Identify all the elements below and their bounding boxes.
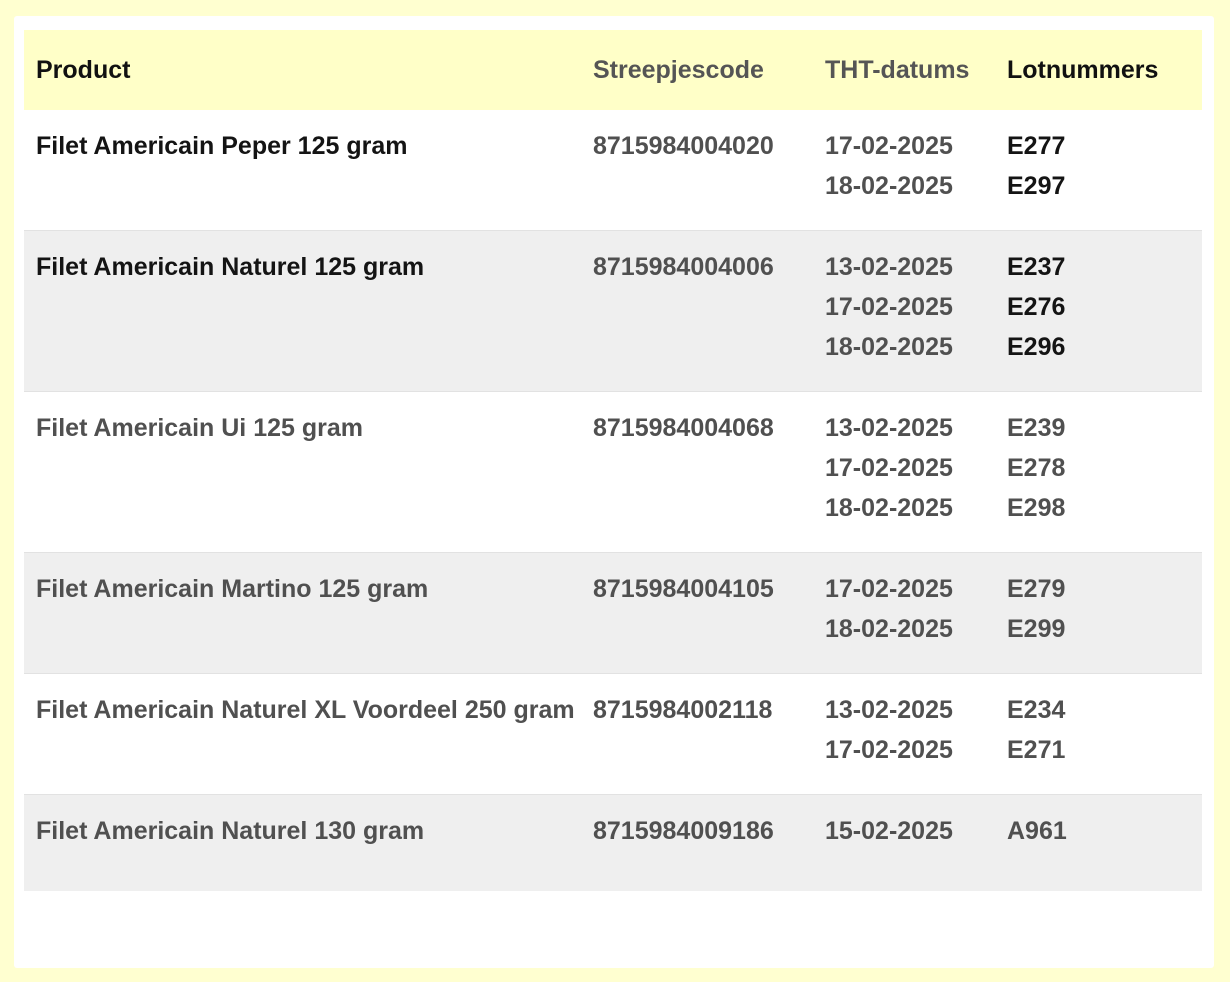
barcode: 8715984004105 — [593, 553, 825, 674]
tht-dates — [825, 795, 1007, 892]
lot-number: E296 — [1007, 333, 1066, 361]
recall-table-panel — [14, 16, 1214, 968]
lot-numbers — [1007, 553, 1202, 674]
lot-number: E279 — [1007, 575, 1066, 603]
tht-dates — [825, 674, 1007, 795]
tht-dates — [825, 392, 1007, 553]
table-row — [24, 795, 1202, 892]
lot-numbers — [1007, 392, 1202, 553]
lot-number: E277 — [1007, 132, 1066, 160]
table-body — [24, 110, 1202, 891]
table-row — [24, 674, 1202, 795]
lot-number: E239 — [1007, 414, 1066, 442]
barcode: 8715984004006 — [593, 231, 825, 392]
tht-dates — [825, 553, 1007, 674]
tht-date: 17-02-2025 — [825, 132, 953, 160]
tht-date: 17-02-2025 — [825, 293, 953, 321]
barcode: 8715984004020 — [593, 110, 825, 231]
lot-number: E299 — [1007, 615, 1066, 643]
tht-date: 17-02-2025 — [825, 736, 953, 764]
tht-date: 13-02-2025 — [825, 696, 953, 724]
tht-date: 13-02-2025 — [825, 414, 953, 442]
lot-number: E297 — [1007, 172, 1066, 200]
tht-date: 18-02-2025 — [825, 333, 953, 361]
tht-date: 17-02-2025 — [825, 454, 953, 482]
tht-dates — [825, 110, 1007, 231]
lot-numbers — [1007, 231, 1202, 392]
lot-number: E278 — [1007, 454, 1066, 482]
recall-product-table — [24, 30, 1202, 891]
header-barcode: Streepjescode — [593, 30, 825, 110]
lot-numbers — [1007, 674, 1202, 795]
table-header — [24, 30, 1202, 110]
tht-date: 13-02-2025 — [825, 253, 953, 281]
tht-dates — [825, 231, 1007, 392]
lot-number: E298 — [1007, 494, 1066, 522]
lot-numbers — [1007, 795, 1202, 892]
lot-number: A961 — [1007, 817, 1067, 845]
table-row — [24, 553, 1202, 674]
lot-number: E271 — [1007, 736, 1066, 764]
table-row — [24, 231, 1202, 392]
product-name: Filet Americain Naturel XL Voordeel 250 gram — [24, 674, 593, 795]
lot-numbers — [1007, 110, 1202, 231]
header-product: Product — [24, 30, 593, 110]
barcode: 8715984002118 — [593, 674, 825, 795]
tht-date: 18-02-2025 — [825, 172, 953, 200]
barcode: 8715984004068 — [593, 392, 825, 553]
tht-date: 17-02-2025 — [825, 575, 953, 603]
header-lot-numbers: Lotnummers — [1007, 30, 1202, 110]
barcode: 8715984009186 — [593, 795, 825, 892]
tht-date: 18-02-2025 — [825, 494, 953, 522]
table-row — [24, 392, 1202, 553]
table-row — [24, 110, 1202, 231]
product-name: Filet Americain Naturel 125 gram — [24, 231, 593, 392]
header-row — [24, 30, 1202, 110]
product-name: Filet Americain Ui 125 gram — [24, 392, 593, 553]
tht-date: 15-02-2025 — [825, 817, 953, 845]
product-name: Filet Americain Peper 125 gram — [24, 110, 593, 231]
lot-number: E276 — [1007, 293, 1066, 321]
header-tht-dates: THT-datums — [825, 30, 1007, 110]
tht-date: 18-02-2025 — [825, 615, 953, 643]
product-name: Filet Americain Martino 125 gram — [24, 553, 593, 674]
product-name: Filet Americain Naturel 130 gram — [24, 795, 593, 892]
lot-number: E234 — [1007, 696, 1066, 724]
lot-number: E237 — [1007, 253, 1066, 281]
